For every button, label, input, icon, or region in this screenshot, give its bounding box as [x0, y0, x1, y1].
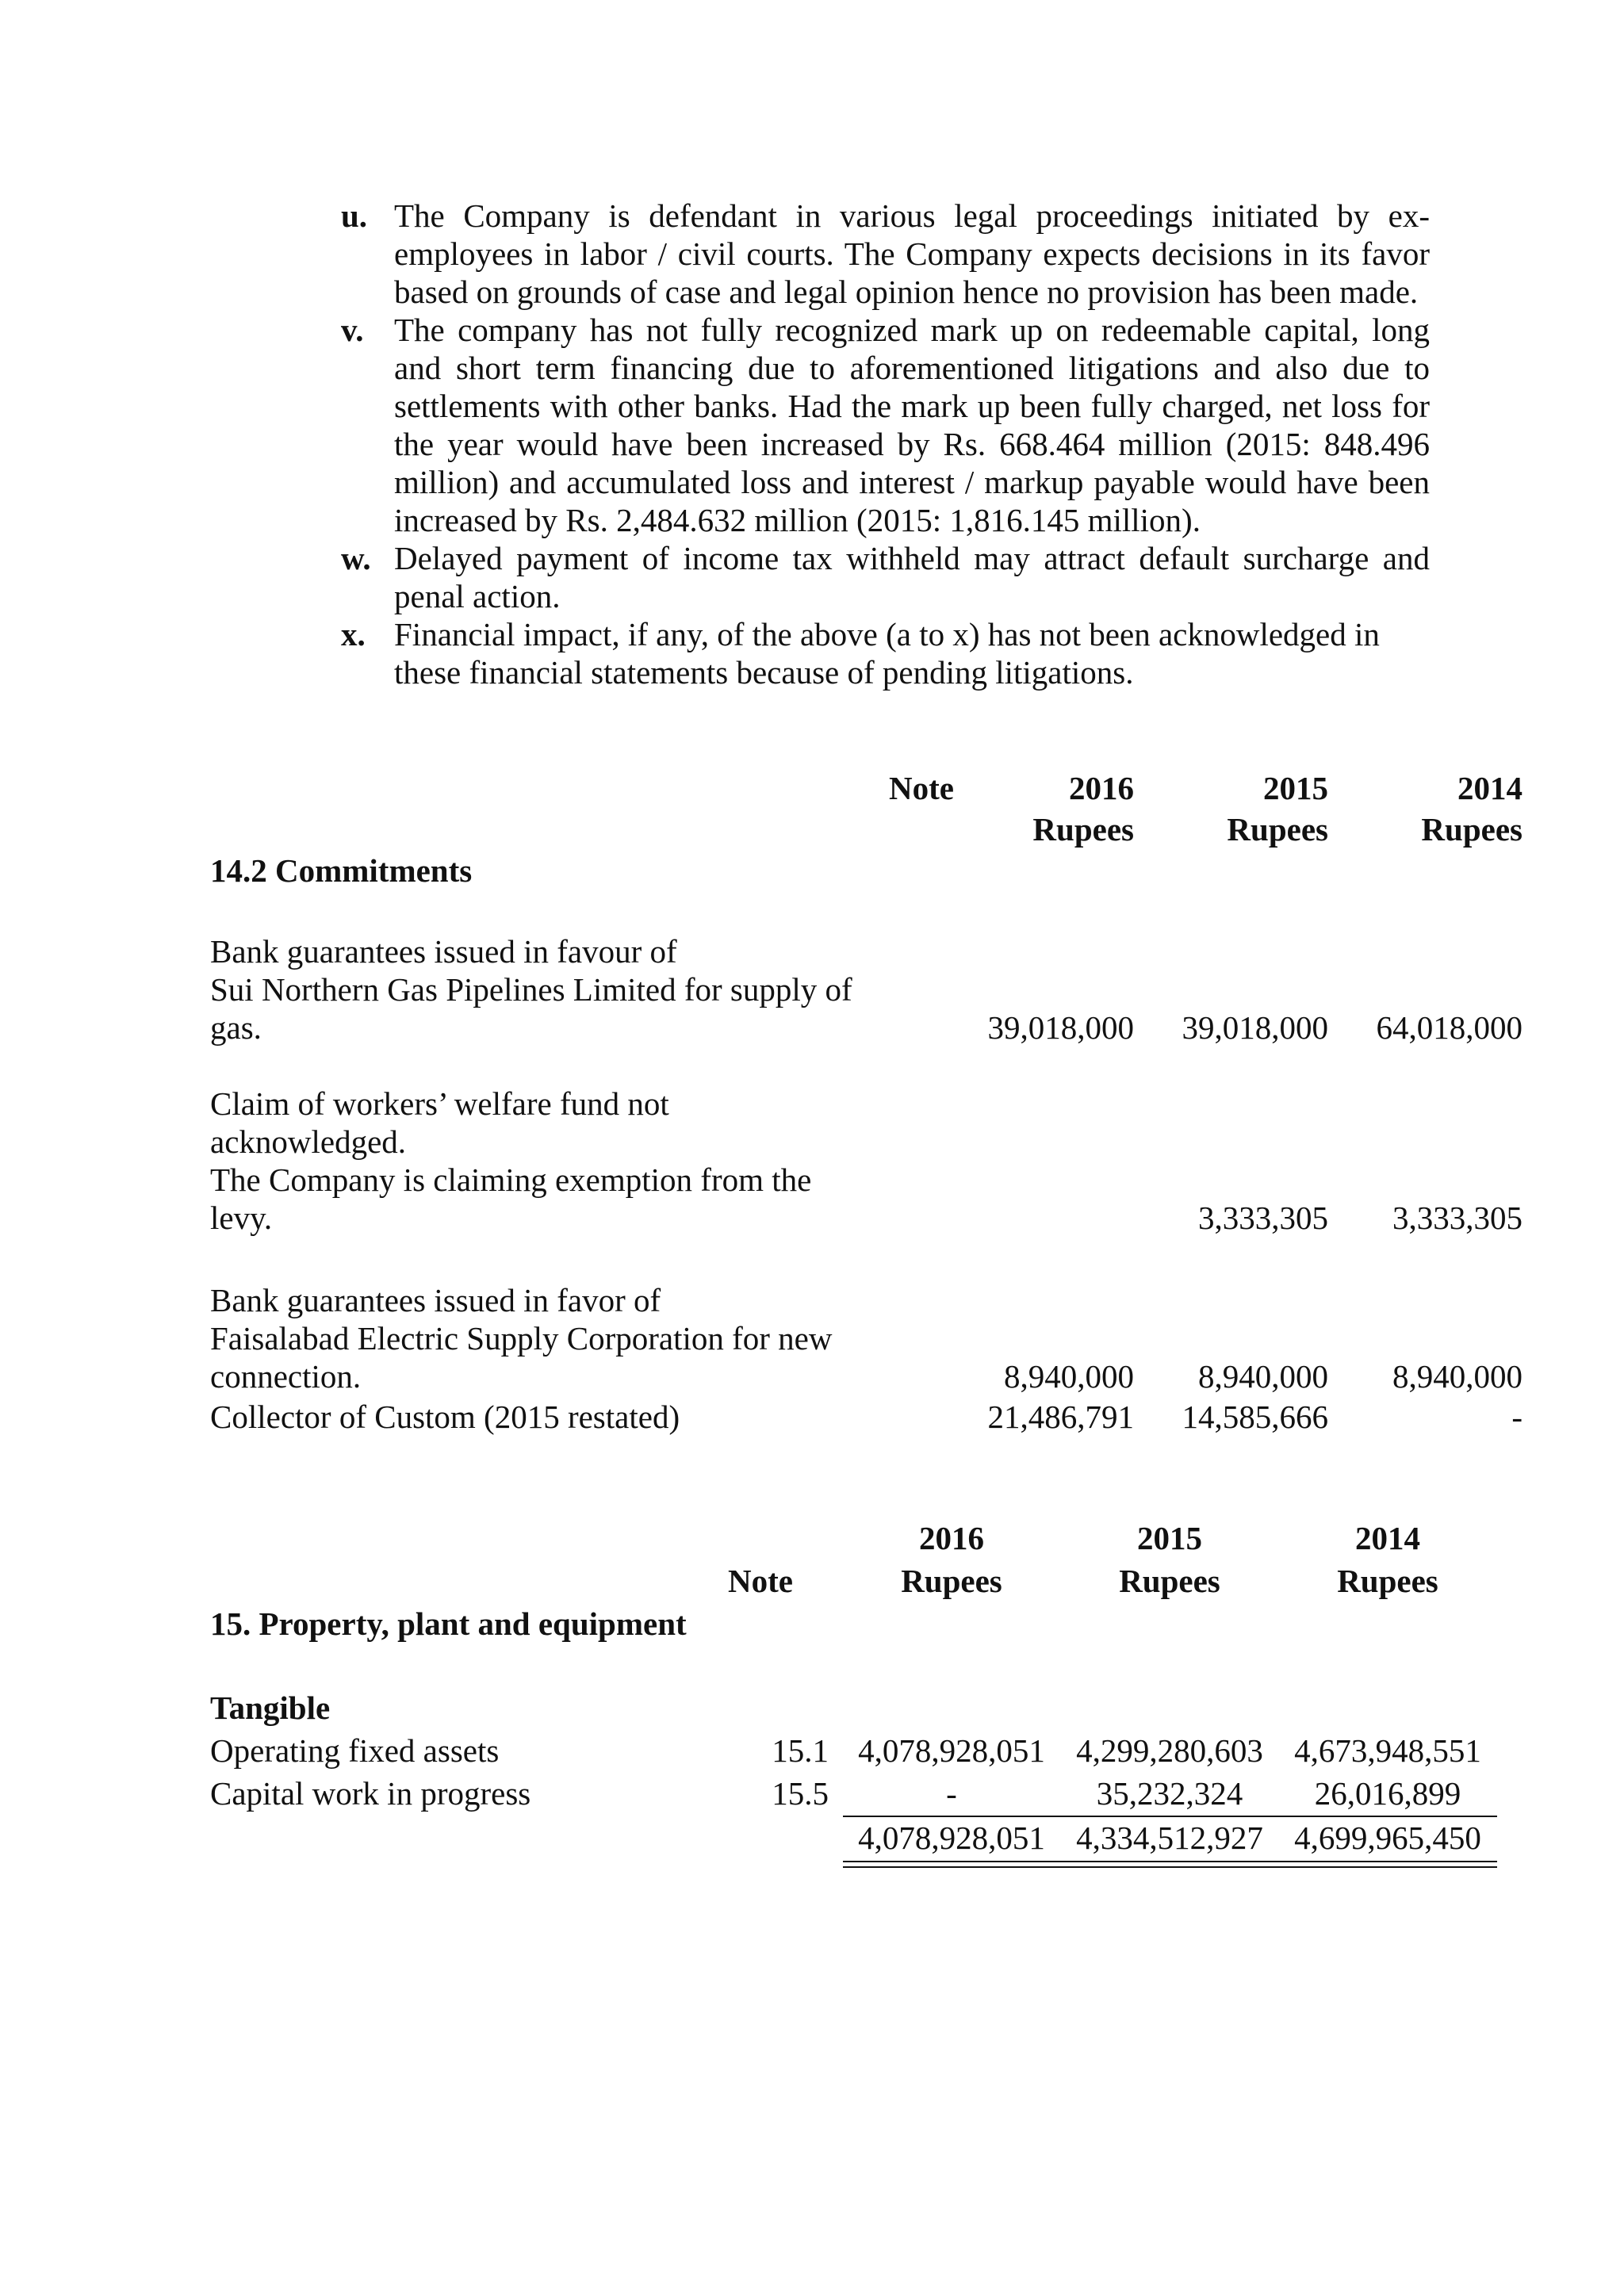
note-x-line-1: Financial impact, if any, of the above (a to x) has not been acknowledged in — [394, 616, 1380, 652]
ppe-total-double-rule-bottom — [843, 1866, 1497, 1868]
commitment-3-value-2014: 8,940,000 — [1392, 1358, 1522, 1395]
ppe-row-1-value-2015: 4,299,280,603 — [1076, 1732, 1263, 1769]
note-x-line-2: these financial statements because of pending litigations. — [394, 654, 1134, 691]
note-u-line-2: employees in labor / civil courts. The Company expects decisions in its favor — [394, 235, 1430, 272]
commitments-header-unit-2014: Rupees — [1421, 811, 1522, 848]
ppe-header-year-2016: 2016 — [919, 1520, 984, 1556]
commitment-2-value-2014: 3,333,305 — [1392, 1200, 1522, 1236]
commitment-3-value-2016: 8,940,000 — [1004, 1358, 1134, 1395]
commitment-1-line-3: gas. — [210, 1009, 262, 1046]
ppe-row-2-note: 15.5 — [772, 1775, 829, 1812]
note-v-line-2: and short term financing due to aforementioned litigations and also due to — [394, 350, 1430, 386]
ppe-row-1-value-2014: 4,673,948,551 — [1294, 1732, 1481, 1769]
commitment-4-line-1: Collector of Custom (2015 restated) — [210, 1399, 680, 1435]
commitment-2-value-2015: 3,333,305 — [1198, 1200, 1328, 1236]
note-w-line-2: penal action. — [394, 578, 561, 614]
ppe-title: 15. Property, plant and equipment — [210, 1605, 687, 1642]
commitments-header-unit-2015: Rupees — [1227, 811, 1328, 848]
commitments-header-note: Note — [889, 770, 954, 806]
commitments-title: 14.2 Commitments — [210, 852, 473, 889]
ppe-row-2-label: Capital work in progress — [210, 1775, 531, 1812]
commitment-4-value-2015: 14,585,666 — [1182, 1399, 1328, 1435]
ppe-header-unit-2015: Rupees — [1119, 1563, 1220, 1599]
ppe-header-note: Note — [728, 1563, 793, 1599]
commitment-3-line-1: Bank guarantees issued in favor of — [210, 1282, 661, 1318]
ppe-total-2014: 4,699,965,450 — [1294, 1820, 1481, 1856]
note-marker-x: x. — [341, 616, 366, 652]
note-v-line-6: increased by Rs. 2,484.632 million (2015: 1,816.145 million). — [394, 502, 1201, 538]
commitment-2-line-2: acknowledged. — [210, 1123, 407, 1160]
note-marker-u: u. — [341, 197, 368, 234]
commitment-1-value-2015: 39,018,000 — [1182, 1009, 1328, 1046]
commitment-4-value-2016: 21,486,791 — [987, 1399, 1134, 1435]
ppe-total-double-rule-top — [843, 1861, 1497, 1862]
ppe-section-tangible: Tangible — [210, 1689, 331, 1726]
ppe-subtotal-rule — [843, 1816, 1497, 1817]
ppe-total-2016: 4,078,928,051 — [858, 1820, 1045, 1856]
ppe-header-year-2015: 2015 — [1137, 1520, 1202, 1556]
note-v-line-1: The company has not fully recognized mark up on redeemable capital, long — [394, 312, 1430, 348]
note-w-line-1: Delayed payment of income tax withheld may attract default surcharge and — [394, 540, 1430, 576]
note-marker-v: v. — [341, 312, 364, 348]
commitment-2-line-1: Claim of workers’ welfare fund not — [210, 1085, 669, 1122]
commitments-header-year-2014: 2014 — [1457, 770, 1522, 806]
note-u-line-3: based on grounds of case and legal opinion hence no provision has been made. — [394, 274, 1419, 310]
note-v-line-4: the year would have been increased by Rs. 668.464 million (2015: 848.496 — [394, 426, 1430, 462]
note-v-line-3: settlements with other banks. Had the mark up been fully charged, net loss for — [394, 388, 1430, 424]
ppe-header-unit-2014: Rupees — [1337, 1563, 1438, 1599]
commitment-3-line-2: Faisalabad Electric Supply Corporation for new — [210, 1320, 833, 1357]
ppe-header-unit-2016: Rupees — [901, 1563, 1002, 1599]
commitments-header-year-2016: 2016 — [1069, 770, 1134, 806]
commitment-1-value-2016: 39,018,000 — [987, 1009, 1134, 1046]
note-marker-w: w. — [341, 540, 371, 576]
commitments-header-year-2015: 2015 — [1263, 770, 1328, 806]
ppe-row-1-label: Operating fixed assets — [210, 1732, 500, 1769]
ppe-row-2-value-2016: - — [946, 1775, 957, 1812]
note-u-line-1: The Company is defendant in various legal proceedings initiated by ex- — [394, 197, 1430, 234]
commitment-2-line-3: The Company is claiming exemption from the — [210, 1161, 812, 1198]
note-v-line-5: million) and accumulated loss and interest / markup payable would have been — [394, 464, 1430, 500]
ppe-row-1-value-2016: 4,078,928,051 — [858, 1732, 1045, 1769]
commitments-header-unit-2016: Rupees — [1032, 811, 1134, 848]
ppe-row-2-value-2014: 26,016,899 — [1314, 1775, 1461, 1812]
ppe-row-1-note: 15.1 — [772, 1732, 829, 1769]
commitment-4-value-2014: - — [1511, 1399, 1522, 1435]
commitment-1-line-2: Sui Northern Gas Pipelines Limited for supply of — [210, 971, 852, 1008]
commitment-1-line-1: Bank guarantees issued in favour of — [210, 933, 677, 970]
commitment-2-line-4: levy. — [210, 1200, 273, 1236]
commitment-1-value-2014: 64,018,000 — [1376, 1009, 1522, 1046]
commitment-3-line-3: connection. — [210, 1358, 362, 1395]
commitment-3-value-2015: 8,940,000 — [1198, 1358, 1328, 1395]
ppe-header-year-2014: 2014 — [1355, 1520, 1420, 1556]
ppe-row-2-value-2015: 35,232,324 — [1096, 1775, 1243, 1812]
ppe-total-2015: 4,334,512,927 — [1076, 1820, 1263, 1856]
